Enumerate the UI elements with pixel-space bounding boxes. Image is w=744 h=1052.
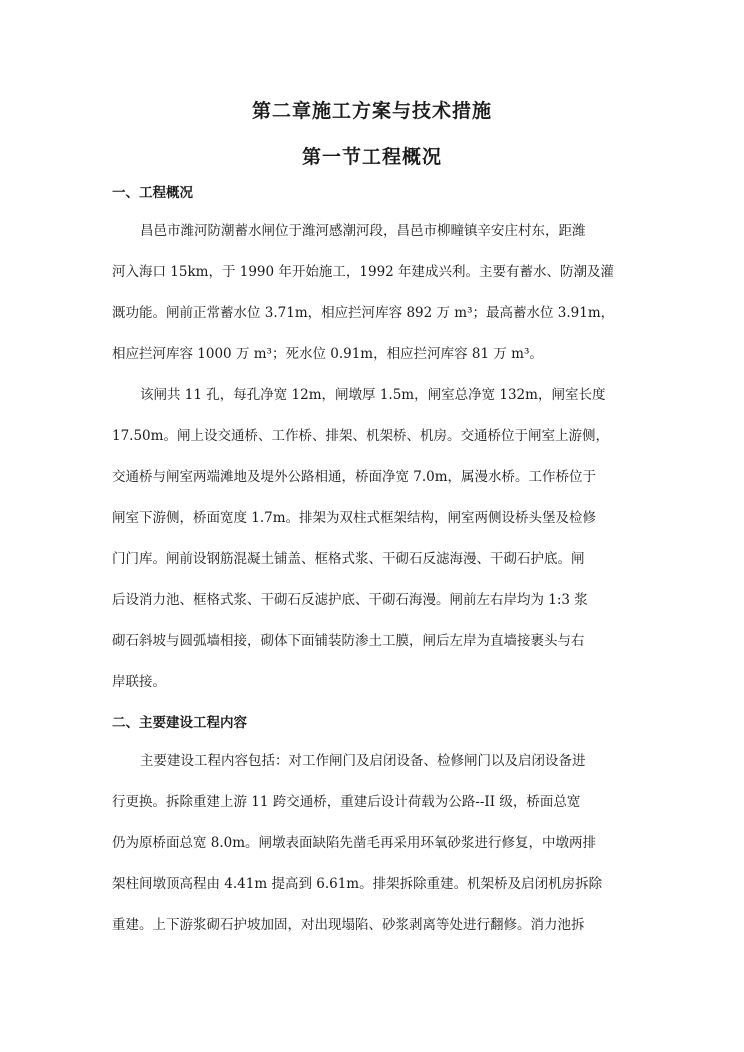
paragraph-line: 岸联接。 xyxy=(112,674,166,690)
heading-main-construction: 二、主要建设工程内容 xyxy=(112,715,247,731)
paragraph-line: 溉功能。闸前正常蓄水位 3.71m，相应拦河库容 892 万 m³；最高蓄水位 3.91m， xyxy=(112,305,615,321)
paragraph-line: 该闸共 11 孔，每孔净宽 12m，闸墩厚 1.5m，闸室总净宽 132m，闸室长度 xyxy=(140,387,606,403)
section-title: 第一节工程概况 xyxy=(301,146,442,168)
paragraph-line: 相应拦河库容 1000 万 m³；死水位 0.91m，相应拦河库容 81 万 m³。 xyxy=(112,346,543,362)
paragraph-line: 昌邑市潍河防潮蓄水闸位于潍河感潮河段，昌邑市柳疃镇辛安庄村东，距潍 xyxy=(140,223,586,239)
paragraph-line: 仍为原桥面总宽 8.0m。闸墩表面缺陷先凿毛再采用环氧砂浆进行修复，中墩两排 xyxy=(112,835,597,851)
paragraph-line: 重建。上下游浆砌石护坡加固，对出现塌陷、砂浆剥离等处进行翻修。消力池拆 xyxy=(112,917,585,933)
paragraph-line: 主要建设工程内容包括：对工作闸门及启闭设备、检修闸门以及启闭设备进 xyxy=(140,753,586,769)
paragraph-line: 交通桥与闸室两端滩地及堤外公路相通，桥面净宽 7.0m，属漫水桥。工作桥位于 xyxy=(112,469,597,485)
paragraph-line: 河入海口 15km，于 1990 年开始施工，1992 年建成兴利。主要有蓄水、防潮及灌 xyxy=(112,264,615,280)
paragraph-line: 砌石斜坡与圆弧墙相接，砌体下面铺装防渗土工膜，闸后左岸为直墙接裹头与右 xyxy=(112,633,585,649)
paragraph-line: 架柱间墩顶高程由 4.41m 提高到 6.61m。排架拆除重建。机架桥及启闭机房拆除 xyxy=(112,876,603,892)
paragraph-line: 门门库。闸前设钢筋混凝土铺盖、框格式浆、干砌石反滤海漫、干砌石护底。闸 xyxy=(112,551,585,567)
paragraph-line: 闸室下游侧，桥面宽度 1.7m。排架为双柱式框架结构，闸室两侧设桥头堡及检修 xyxy=(112,510,597,526)
chapter-title: 第二章施工方案与技术措施 xyxy=(251,100,492,122)
paragraph-line: 行更换。拆除重建上游 11 跨交通桥，重建后设计荷载为公路--II 级，桥面总宽 xyxy=(112,794,581,810)
paragraph-line: 17.50m。闸上设交通桥、工作桥、排架、机架桥、机房。交通桥位于闸室上游侧， xyxy=(112,428,609,444)
heading-project-overview: 一、工程概况 xyxy=(112,185,193,201)
paragraph-line: 后设消力池、框格式浆、干砌石反滤护底、干砌石海漫。闸前左右岸均为 1:3 浆 xyxy=(112,592,588,608)
